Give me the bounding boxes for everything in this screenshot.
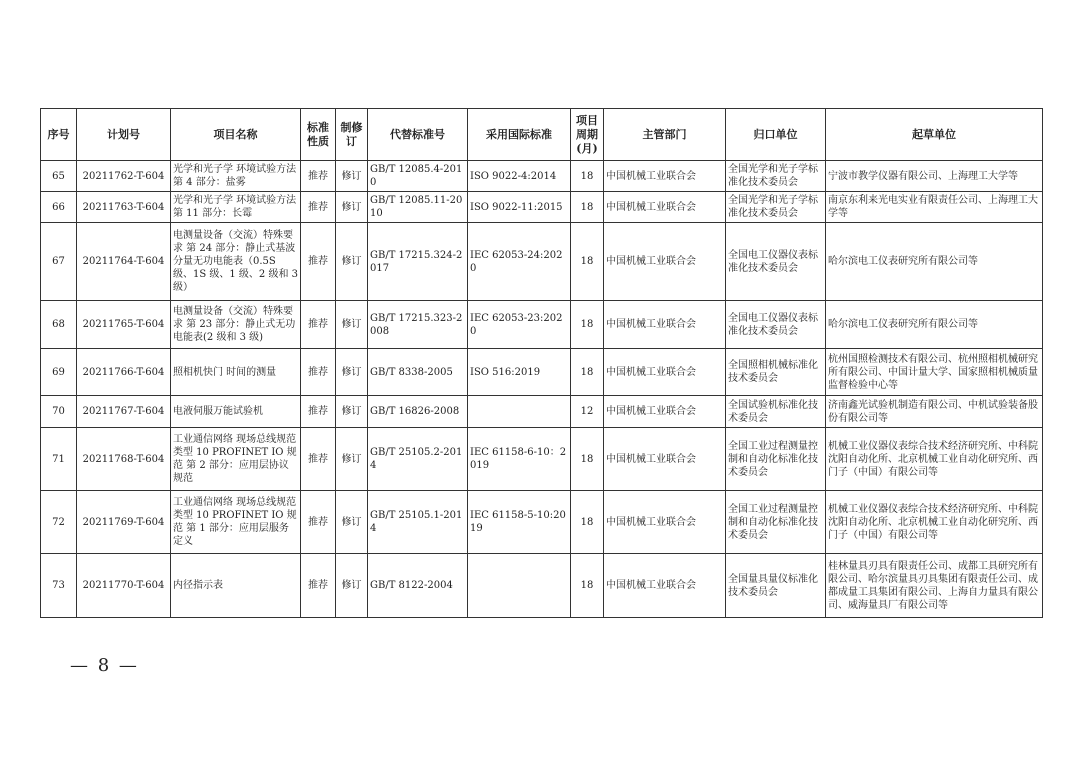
header-nature: 标准性质 bbox=[301, 109, 336, 161]
cell-project-name: 光学和光子学 环境试验方法第 11 部分：长霉 bbox=[171, 192, 301, 223]
cell-replaced-standard: GB/T 16826-2008 bbox=[368, 396, 468, 428]
cell-cycle: 18 bbox=[571, 301, 604, 349]
cell-drafting-units: 机械工业仪器仪表综合技术经济研究所、中科院沈阳自动化所、北京机械工业自动化研究所、西门子（中国）有限公司等 bbox=[826, 491, 1043, 554]
cell-plan-number: 20211768-T-604 bbox=[77, 428, 171, 491]
cell-project-name: 电测量设备（交流）特殊要求 第 24 部分：静止式基波分量无功电能表（0.5S 级、1S 级、1 级、2 级和 3 级） bbox=[171, 223, 301, 301]
cell-seq: 66 bbox=[41, 192, 77, 223]
cell-nature: 推荐 bbox=[301, 428, 336, 491]
cell-drafting-units: 机械工业仪器仪表综合技术经济研究所、中科院沈阳自动化所、北京机械工业自动化研究所、西门子（中国）有限公司等 bbox=[826, 428, 1043, 491]
cell-department: 中国机械工业联合会 bbox=[604, 554, 726, 618]
cell-revision-type: 修订 bbox=[336, 301, 368, 349]
cell-seq: 70 bbox=[41, 396, 77, 428]
header-replaced-standard: 代替标准号 bbox=[368, 109, 468, 161]
header-department: 主管部门 bbox=[604, 109, 726, 161]
table-row bbox=[41, 554, 1043, 618]
cell-responsible-unit: 全国电工仪器仪表标准化技术委员会 bbox=[726, 223, 826, 301]
table-row bbox=[41, 428, 1043, 491]
cell-plan-number: 20211762-T-604 bbox=[77, 161, 171, 192]
table-row bbox=[41, 349, 1043, 396]
cell-drafting-units: 南京东利来光电实业有限责任公司、上海理工大学等 bbox=[826, 192, 1043, 223]
cell-plan-number: 20211769-T-604 bbox=[77, 491, 171, 554]
cell-international-standard: ISO 9022-4:2014 bbox=[468, 161, 571, 192]
header-cycle: 项目周期(月) bbox=[571, 109, 604, 161]
cell-responsible-unit: 全国工业过程测量控制和自动化标准化技术委员会 bbox=[726, 428, 826, 491]
cell-cycle: 18 bbox=[571, 554, 604, 618]
cell-international-standard: ISO 516:2019 bbox=[468, 349, 571, 396]
table-row bbox=[41, 161, 1043, 192]
cell-plan-number: 20211766-T-604 bbox=[77, 349, 171, 396]
table-row bbox=[41, 396, 1043, 428]
cell-nature: 推荐 bbox=[301, 223, 336, 301]
cell-project-name: 工业通信网络 现场总线规范 类型 10 PROFINET IO 规范 第 1 部分：应用层服务定义 bbox=[171, 491, 301, 554]
header-international-standard: 采用国际标准 bbox=[468, 109, 571, 161]
cell-responsible-unit: 全国光学和光子学标准化技术委员会 bbox=[726, 192, 826, 223]
cell-plan-number: 20211770-T-604 bbox=[77, 554, 171, 618]
cell-cycle: 18 bbox=[571, 223, 604, 301]
cell-international-standard: IEC 62053-24:2020 bbox=[468, 223, 571, 301]
standards-plan-table bbox=[40, 108, 1043, 618]
cell-drafting-units: 杭州国照检测技术有限公司、杭州照相机械研究所有限公司、中国计量大学、国家照相机械质量监督检验中心等 bbox=[826, 349, 1043, 396]
cell-replaced-standard: GB/T 25105.1-2014 bbox=[368, 491, 468, 554]
cell-revision-type: 修订 bbox=[336, 161, 368, 192]
cell-nature: 推荐 bbox=[301, 396, 336, 428]
table-row bbox=[41, 301, 1043, 349]
cell-revision-type: 修订 bbox=[336, 554, 368, 618]
cell-seq: 67 bbox=[41, 223, 77, 301]
cell-nature: 推荐 bbox=[301, 491, 336, 554]
cell-project-name: 照相机快门 时间的测量 bbox=[171, 349, 301, 396]
cell-international-standard: IEC 62053-23:2020 bbox=[468, 301, 571, 349]
table-row bbox=[41, 491, 1043, 554]
cell-seq: 69 bbox=[41, 349, 77, 396]
cell-replaced-standard: GB/T 8338-2005 bbox=[368, 349, 468, 396]
cell-replaced-standard: GB/T 17215.323-2008 bbox=[368, 301, 468, 349]
table-row bbox=[41, 223, 1043, 301]
cell-revision-type: 修订 bbox=[336, 192, 368, 223]
cell-revision-type: 修订 bbox=[336, 223, 368, 301]
cell-responsible-unit: 全国光学和光子学标准化技术委员会 bbox=[726, 161, 826, 192]
cell-project-name: 内径指示表 bbox=[171, 554, 301, 618]
cell-nature: 推荐 bbox=[301, 192, 336, 223]
cell-international-standard: IEC 61158-6-10：2019 bbox=[468, 428, 571, 491]
cell-replaced-standard: GB/T 17215.324-2017 bbox=[368, 223, 468, 301]
cell-project-name: 电液伺服万能试验机 bbox=[171, 396, 301, 428]
cell-department: 中国机械工业联合会 bbox=[604, 301, 726, 349]
cell-cycle: 12 bbox=[571, 396, 604, 428]
cell-revision-type: 修订 bbox=[336, 396, 368, 428]
cell-seq: 72 bbox=[41, 491, 77, 554]
cell-cycle: 18 bbox=[571, 349, 604, 396]
cell-drafting-units: 济南鑫光试验机制造有限公司、中机试验装备股份有限公司等 bbox=[826, 396, 1043, 428]
cell-plan-number: 20211764-T-604 bbox=[77, 223, 171, 301]
cell-department: 中国机械工业联合会 bbox=[604, 428, 726, 491]
header-revision-type: 制修订 bbox=[336, 109, 368, 161]
cell-revision-type: 修订 bbox=[336, 428, 368, 491]
cell-cycle: 18 bbox=[571, 161, 604, 192]
cell-project-name: 光学和光子学 环境试验方法第 4 部分：盐雾 bbox=[171, 161, 301, 192]
cell-seq: 73 bbox=[41, 554, 77, 618]
cell-cycle: 18 bbox=[571, 491, 604, 554]
cell-responsible-unit: 全国工业过程测量控制和自动化标准化技术委员会 bbox=[726, 491, 826, 554]
cell-replaced-standard: GB/T 12085.11-2010 bbox=[368, 192, 468, 223]
cell-department: 中国机械工业联合会 bbox=[604, 396, 726, 428]
cell-department: 中国机械工业联合会 bbox=[604, 491, 726, 554]
cell-seq: 68 bbox=[41, 301, 77, 349]
cell-nature: 推荐 bbox=[301, 161, 336, 192]
cell-drafting-units: 宁波市教学仪器有限公司、上海理工大学等 bbox=[826, 161, 1043, 192]
cell-cycle: 18 bbox=[571, 192, 604, 223]
cell-seq: 65 bbox=[41, 161, 77, 192]
cell-project-name: 工业通信网络 现场总线规范 类型 10 PROFINET IO 规范 第 2 部分：应用层协议规范 bbox=[171, 428, 301, 491]
cell-replaced-standard: GB/T 12085.4-2010 bbox=[368, 161, 468, 192]
cell-plan-number: 20211763-T-604 bbox=[77, 192, 171, 223]
cell-international-standard: IEC 61158-5-10:2019 bbox=[468, 491, 571, 554]
cell-international-standard bbox=[468, 554, 571, 618]
cell-seq: 71 bbox=[41, 428, 77, 491]
header-row bbox=[41, 109, 1043, 161]
cell-nature: 推荐 bbox=[301, 301, 336, 349]
cell-responsible-unit: 全国试验机标准化技术委员会 bbox=[726, 396, 826, 428]
header-responsible-unit: 归口单位 bbox=[726, 109, 826, 161]
header-seq: 序号 bbox=[41, 109, 77, 161]
header-drafting-units: 起草单位 bbox=[826, 109, 1043, 161]
cell-responsible-unit: 全国电工仪器仪表标准化技术委员会 bbox=[726, 301, 826, 349]
cell-plan-number: 20211765-T-604 bbox=[77, 301, 171, 349]
cell-drafting-units: 哈尔滨电工仪表研究所有限公司等 bbox=[826, 223, 1043, 301]
cell-revision-type: 修订 bbox=[336, 491, 368, 554]
cell-department: 中国机械工业联合会 bbox=[604, 161, 726, 192]
cell-nature: 推荐 bbox=[301, 554, 336, 618]
cell-department: 中国机械工业联合会 bbox=[604, 223, 726, 301]
header-plan-number: 计划号 bbox=[77, 109, 171, 161]
cell-department: 中国机械工业联合会 bbox=[604, 192, 726, 223]
cell-drafting-units: 桂林量具刃具有限责任公司、成都工具研究所有限公司、哈尔滨量具刃具集团有限责任公司、成都成量工具集团有限公司、上海自力量具有限公司、威海量具厂有限公司等 bbox=[826, 554, 1043, 618]
cell-responsible-unit: 全国照相机械标准化技术委员会 bbox=[726, 349, 826, 396]
header-project-name: 项目名称 bbox=[171, 109, 301, 161]
cell-revision-type: 修订 bbox=[336, 349, 368, 396]
cell-international-standard bbox=[468, 396, 571, 428]
cell-project-name: 电测量设备（交流）特殊要求 第 23 部分：静止式无功电能表(2 级和 3 级) bbox=[171, 301, 301, 349]
cell-responsible-unit: 全国量具量仪标准化技术委员会 bbox=[726, 554, 826, 618]
cell-cycle: 18 bbox=[571, 428, 604, 491]
cell-international-standard: ISO 9022-11:2015 bbox=[468, 192, 571, 223]
cell-nature: 推荐 bbox=[301, 349, 336, 396]
cell-plan-number: 20211767-T-604 bbox=[77, 396, 171, 428]
table-row bbox=[41, 192, 1043, 223]
cell-drafting-units: 哈尔滨电工仪表研究所有限公司等 bbox=[826, 301, 1043, 349]
page-number: — 8 — bbox=[70, 655, 139, 676]
cell-replaced-standard: GB/T 8122-2004 bbox=[368, 554, 468, 618]
cell-department: 中国机械工业联合会 bbox=[604, 349, 726, 396]
cell-replaced-standard: GB/T 25105.2-2014 bbox=[368, 428, 468, 491]
